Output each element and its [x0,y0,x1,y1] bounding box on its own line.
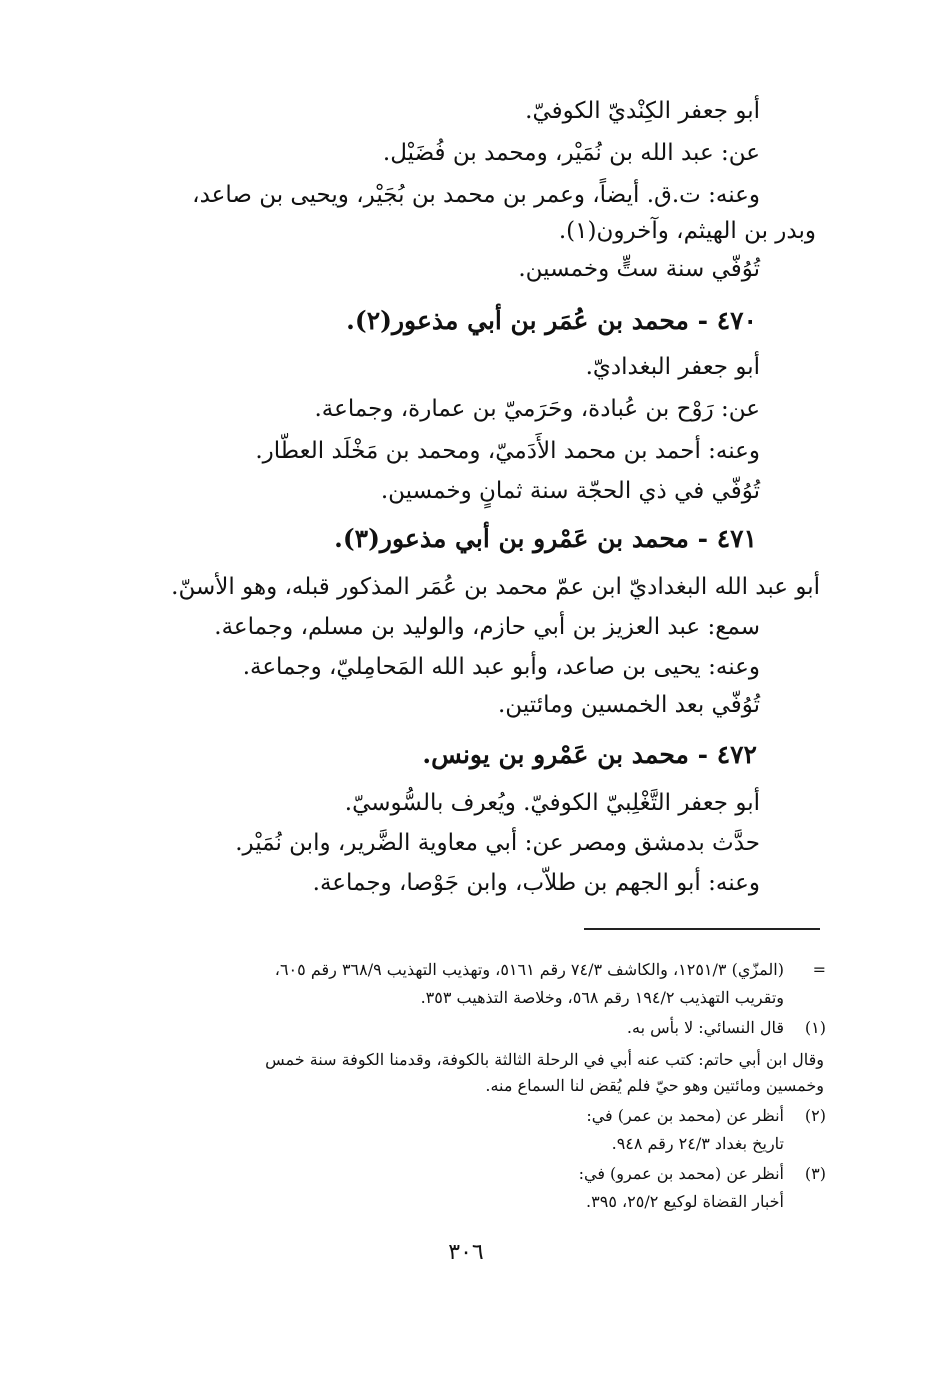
text-line: تُوُفّي سنة ستٍّ وخمسين. [518,256,760,282]
footnote-line: أنظر عن (محمد بن عمرو) في: [578,1164,784,1183]
footnote-continuation-mark: = [812,960,826,979]
text-line: وعنه: أحمد بن محمد الأَدَميّ، ومحمد بن مَخْلَد العطّار. [255,438,760,464]
footnote-line: وتقريب التهذيب ١٩٤/٢ رقم ٥٦٨، وخلاصة التذهيب ٣٥٣. [420,988,784,1007]
text-line: وعنه: يحيى بن صاعد، وأبو عبد الله المَحامِليّ، وجماعة. [242,654,760,680]
text-line: تُوُفّي في ذي الحجّة سنة ثمانٍ وخمسين. [380,478,760,504]
footnote-line: وقال ابن أبي حاتم: كتب عنه أبي في الرحلة الثالثة بالكوفة، وقدمنا الكوفة سنة خمس [265,1050,824,1069]
footnote-line: تاريخ بغداد ٢٤/٣ رقم ٩٤٨. [611,1134,784,1153]
text-line: أبو عبد الله البغداديّ ابن عمّ محمد بن عُمَر المذكور قبله، وهو الأسنّ. [171,574,820,600]
text-line: حدَّث بدمشق ومصر عن: أبي معاوية الضَّرير، وابن نُمَيْر. [235,830,760,856]
footnote-marker: (١) [804,1018,826,1037]
entry-heading: ٤٧٢ - محمد بن عَمْرو بن يونس. [422,740,757,769]
footnote-divider [584,928,820,930]
text-line: وبدر بن الهيثم، وآخرون(١). [558,218,816,244]
text-line: وعنه: ت.ق. أيضاً، وعمر بن محمد بن بُجَيْر، ويحيى بن صاعد، [192,182,760,208]
text-line: عن: رَوْح بن عُبادة، وحَرَميّ بن عمارة، وجماعة. [314,396,760,422]
text-line: سمع: عبد العزيز بن أبي حازم، والوليد بن مسلم، وجماعة. [214,614,760,640]
footnote-marker: (٣) [804,1164,826,1183]
footnote-marker: (٢) [804,1106,826,1125]
text-line: وعنه: أبو الجهم بن طلاّب، وابن جَوْصا، وجماعة. [312,870,760,896]
text-line: تُوُفّي بعد الخمسين ومائتين. [498,692,760,718]
entry-heading: ٤٧١ - محمد بن عَمْرو بن أبي مذعور(٣). [334,524,757,553]
page-number: ٣٠٦ [448,1240,484,1265]
footnote-line: أخبار القضاة لوكيع ٢٥/٢، ٣٩٥. [586,1192,784,1211]
footnote-line: أنظر عن (محمد بن عمر) في: [586,1106,784,1125]
text-line: أبو جعفر البغداديّ. [585,354,760,380]
text-line: أبو جعفر الكِنْديّ الكوفيّ. [525,98,760,124]
footnote-line: قال النسائي: لا بأس به. [626,1018,784,1037]
footnote-line: (المزّي) ١٢٥١/٣، والكاشف ٧٤/٣ رقم ٥١٦١، وتهذيب التهذيب ٣٦٨/٩ رقم ٦٠٥، [274,960,784,979]
text-line: عن: عبد الله بن نُمَيْر، ومحمد بن فُضَيْل. [382,140,760,166]
footnote-line: وخمسين ومائتين وهو حيّ فلم يُقض لنا السماع منه. [485,1076,824,1095]
text-line: أبو جعفر التَّغْلِبيّ الكوفيّ. ويُعرف بالسُّوسيّ. [344,790,760,816]
entry-heading: ٤٧٠ - محمد بن عُمَر بن أبي مذعور(٢). [346,306,757,335]
